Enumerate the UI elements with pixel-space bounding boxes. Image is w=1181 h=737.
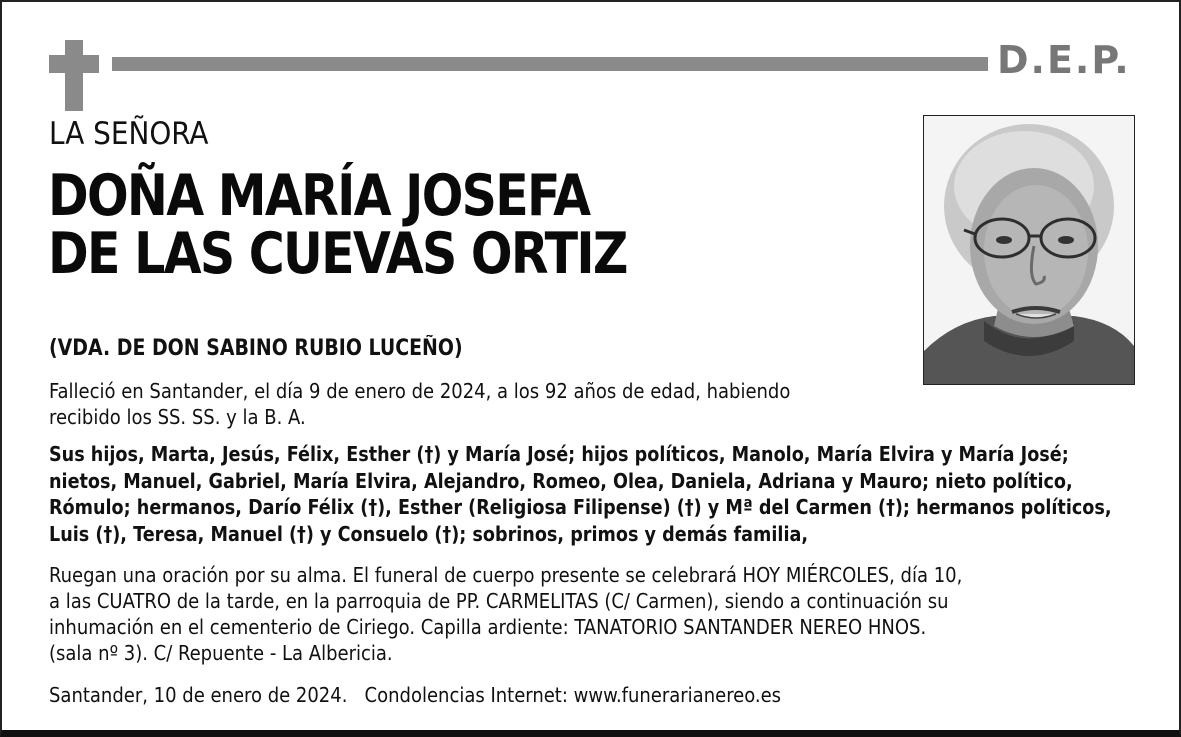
family-line: Rómulo; hermanos, Darío Félix (†), Esther (Religiosa Filipense) (†) y Mª del Carmen (†); hermanos políticos, [49,495,1112,519]
family-paragraph [49,441,1112,547]
name-line-1: DOÑA MARÍA JOSEFA [48,163,590,229]
name-line-2: DE LAS CUEVAS ORTIZ [48,221,627,287]
death-paragraph [49,378,790,430]
footer-line: Santander, 10 de enero de 2024. Condolencias Internet: www.funerarianereo.es [49,683,782,707]
family-line: Sus hijos, Marta, Jesús, Félix, Esther (†) y María José; hijos políticos, Manolo, María Elvira y María José; [49,442,1069,466]
prayer-line: inhumación en el cementerio de Ciriego. Capilla ardiente: TANATORIO SANTANDER NEREO HNOS. [49,615,927,639]
header-rule [112,57,988,71]
deceased-name [48,163,627,287]
dep-label: D.E.P. [997,38,1131,82]
cross-vertical-bar [65,40,83,111]
family-line: nietos, Manuel, Gabriel, María Elvira, Alejandro, Romeo, Olea, Daniela, Adriana y Mauro; nieto político, [49,468,1073,493]
portrait-illustration [924,116,1134,384]
prayer-line: a las CUATRO de la tarde, en la parroquia de PP. CARMELITAS (C/ Carmen), siendo a continuación su [49,589,949,613]
death-line: recibido los SS. SS. y la B. A. [49,405,306,429]
cross-horizontal-bar [49,55,99,73]
portrait-photo [923,115,1135,385]
prayer-line: Ruegan una oración por su alma. El funeral de cuerpo presente se celebrará HOY MIÉRCOLES, día 10, [49,563,963,587]
prayer-paragraph [49,562,962,666]
family-line: Luis (†), Teresa, Manuel (†) y Consuelo (†); sobrinos, primos y demás familia, [49,521,809,546]
salutation: LA SEÑORA [49,116,209,152]
prayer-line: (sala nº 3). C/ Repuente - La Albericia. [49,641,393,665]
widow-of: (VDA. DE DON SABINO RUBIO LUCEÑO) [49,336,463,361]
death-line: Falleció en Santander, el día 9 de enero de 2024, a los 92 años de edad, habiendo [49,379,791,403]
